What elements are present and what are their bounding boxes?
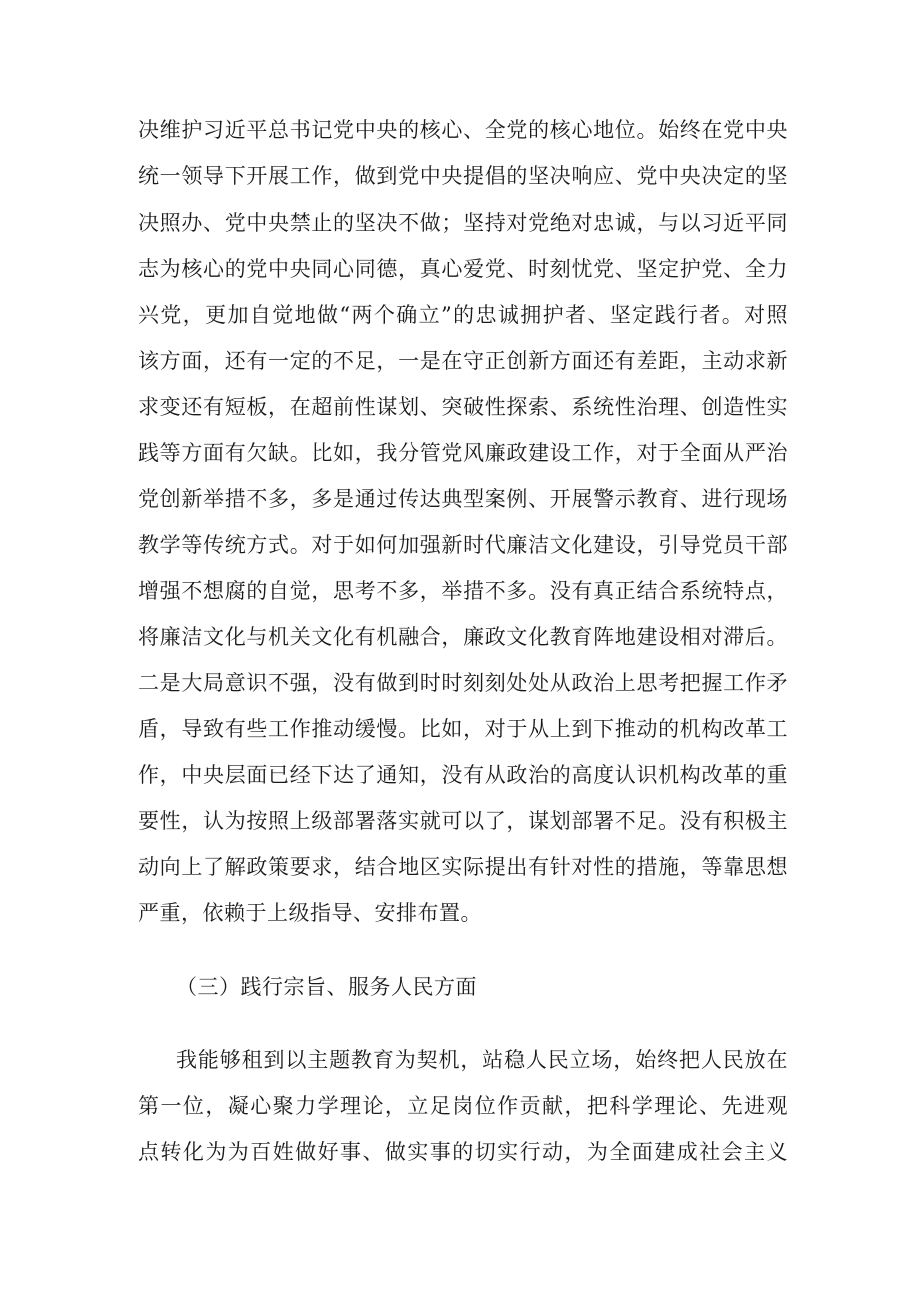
text-line: 作，中央层面已经下达了通知，没有从政治的高度认识机构改革的重 [138, 763, 788, 787]
text-line: 第一位，凝心聚力学理论，立足岗位作贡献，把科学理论、先进观 [138, 1094, 788, 1118]
text-line: 盾，导致有些工作推动缓慢。比如，对于从上到下推动的机构改革工 [138, 717, 788, 741]
text-line: 动向上了解政策要求，结合地区实际提出有针对性的措施，等靠思想 [138, 855, 788, 879]
text-line: 将廉洁文化与机关文化有机融合，廉政文化教育阵地建设相对滞后。 [138, 625, 788, 649]
text-line: 教学等传统方式。对于如何加强新时代廉洁文化建设，引导党员干部 [138, 533, 788, 557]
text-line: 二是大局意识不强，没有做到时时刻刻处处从政治上思考把握工作矛 [138, 671, 788, 695]
text-line: 党创新举措不多，多是通过传达典型案例、开展警示教育、进行现场 [138, 487, 788, 511]
text-line: 兴党，更加自觉地做“两个确立”的忠诚拥护者、坚定践行者。对照 [138, 303, 788, 327]
text-line: 严重，依赖于上级指导、安排布置。 [138, 901, 482, 925]
text-line: 决照办、党中央禁止的坚决不做；坚持对党绝对忠诚，与以习近平同 [138, 211, 788, 235]
text-line: 该方面，还有一定的不足，一是在守正创新方面还有差距，主动求新 [138, 349, 788, 373]
text-line: 践等方面有欠缺。比如，我分管党风廉政建设工作，对于全面从严治 [138, 441, 788, 465]
text-line: 统一领导下开展工作，做到党中央提倡的坚决响应、党中央决定的坚 [138, 164, 788, 188]
text-line: 要性，认为按照上级部署落实就可以了，谋划部署不足。没有积极主 [138, 809, 788, 833]
section-heading: （三）践行宗旨、服务人民方面 [176, 975, 477, 999]
text-line: 我能够租到以主题教育为契机，站稳人民立场，始终把人民放在 [176, 1048, 788, 1072]
text-line: 点转化为为百姓做好事、做实事的切实行动，为全面建成社会主义 [138, 1140, 788, 1164]
text-line: 增强不想腐的自觉，思考不多，举措不多。没有真正结合系统特点， [138, 579, 788, 603]
text-line: 志为核心的党中央同心同德，真心爱党、时刻忧党、坚定护党、全力 [138, 257, 788, 281]
text-line: 决维护习近平总书记党中央的核心、全党的核心地位。始终在党中央 [138, 118, 788, 142]
text-line: 求变还有短板，在超前性谋划、突破性探索、系统性治理、创造性实 [138, 395, 788, 419]
